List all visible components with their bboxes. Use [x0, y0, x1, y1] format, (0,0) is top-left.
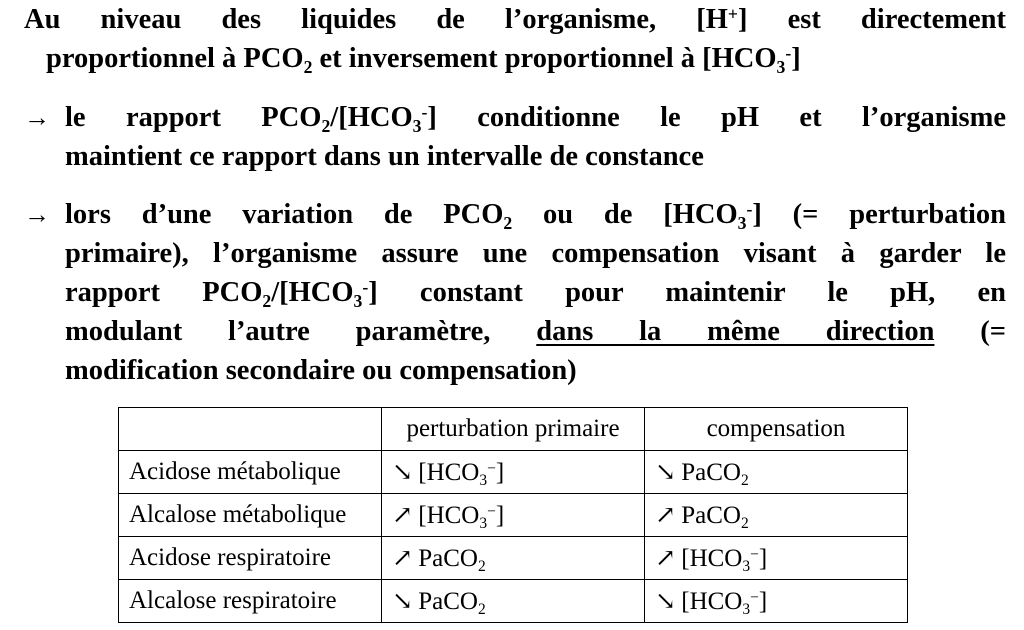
header-cell-perturbation: perturbation primaire [382, 408, 645, 451]
text-segment: et inversement proportionnel à [HCO [312, 43, 777, 74]
arrow-down-right-icon: ↘ [655, 459, 676, 486]
text-segment: ou de [HCO [512, 199, 738, 230]
superscript: - [421, 102, 428, 123]
underlined-emphasis: dans la même direction [536, 316, 935, 347]
subscript: 2 [262, 290, 272, 311]
arrow-down-right-icon: ↘ [655, 588, 676, 615]
compensation-cell [645, 451, 908, 494]
bullet1-line-2: maintient ce rapport dans un intervalle de constance [65, 141, 704, 172]
bullet2-line-1 [65, 195, 1006, 234]
text-segment: /[HCO [271, 277, 354, 308]
text-segment: ] conditionne le pH et l’organisme [427, 102, 1007, 133]
text-segment: PaCO [412, 545, 478, 572]
right-arrow-icon: → [24, 200, 50, 229]
subscript: 2 [477, 557, 486, 575]
condition-label: Acidose respiratoire [119, 537, 382, 580]
perturbation-cell [382, 451, 645, 494]
superscript: - [362, 277, 369, 298]
text-segment: ] [758, 588, 768, 615]
arrow-up-right-icon: ↗ [655, 502, 676, 529]
subscript: 3 [353, 290, 363, 311]
text-segment: [HCO [675, 545, 743, 572]
compensation-cell [645, 537, 908, 580]
text-segment: ] constant pour maintenir le pH, en [368, 277, 1006, 308]
bullet-paragraph-1 [65, 98, 1006, 176]
intro-paragraph [24, 0, 1006, 78]
text-segment: Au niveau des liquides de l’organisme, [H [24, 4, 728, 35]
table-row [119, 580, 908, 623]
arrow-up-right-icon: ↗ [392, 545, 413, 572]
superscript: − [487, 503, 496, 521]
subscript: 3 [742, 557, 751, 575]
subscript: 3 [479, 514, 488, 532]
bullet2-line-2: primaire), l’organisme assure une compensation visant à garder le [65, 238, 1006, 269]
bullet2-line-3 [65, 273, 1006, 312]
superscript: − [487, 460, 496, 478]
table-header-row [119, 408, 908, 451]
subscript: 3 [742, 600, 751, 618]
superscript: − [750, 546, 759, 564]
subscript: 3 [412, 115, 422, 136]
text-segment: rapport PCO [65, 277, 263, 308]
text-segment: PaCO [675, 459, 741, 486]
header-cell-empty [119, 408, 382, 451]
subscript: 2 [321, 115, 331, 136]
arrow-down-right-icon: ↘ [392, 459, 413, 486]
text-segment: PaCO [675, 502, 741, 529]
text-segment: le rapport PCO [65, 102, 322, 133]
header-cell-compensation: compensation [645, 408, 908, 451]
text-segment: ] (= perturbation [752, 199, 1006, 230]
perturbation-cell [382, 494, 645, 537]
subscript: 2 [503, 212, 513, 233]
intro-line-1 [24, 0, 1006, 39]
text-segment: ] est directement [737, 4, 1007, 35]
table-row [119, 494, 908, 537]
superscript: − [750, 589, 759, 607]
subscript: 2 [740, 514, 749, 532]
subscript: 2 [477, 600, 486, 618]
bullet2-line-4 [65, 312, 1006, 351]
condition-label: Alcalose métabolique [119, 494, 382, 537]
arrow-down-right-icon: ↘ [392, 588, 413, 615]
text-segment: ] [791, 43, 801, 74]
condition-label: Acidose métabolique [119, 451, 382, 494]
text-segment: ] [758, 545, 768, 572]
text-segment: proportionnel à PCO [46, 43, 304, 74]
bullet2-line-5: modification secondaire ou compensation) [65, 355, 577, 386]
compensation-cell [645, 580, 908, 623]
text-segment: [HCO [412, 502, 480, 529]
bullet1-line-1 [65, 98, 1006, 137]
text-segment: [HCO [412, 459, 480, 486]
table-row [119, 537, 908, 580]
subscript: 2 [740, 471, 749, 489]
text-segment: ] [495, 459, 505, 486]
compensation-cell [645, 494, 908, 537]
superscript: - [785, 43, 792, 64]
subscript: 3 [479, 471, 488, 489]
superscript: - [746, 199, 753, 220]
perturbation-cell [382, 580, 645, 623]
text-segment: [HCO [675, 588, 743, 615]
table-row [119, 451, 908, 494]
right-arrow-icon: → [24, 103, 50, 132]
bullet-paragraph-2 [65, 195, 1006, 390]
text-segment: /[HCO [330, 102, 413, 133]
arrow-up-right-icon: ↗ [655, 545, 676, 572]
text-segment: modulant l’autre paramètre, [65, 316, 537, 347]
condition-label: Alcalose respiratoire [119, 580, 382, 623]
intro-line-2 [24, 39, 1006, 78]
subscript: 3 [737, 212, 747, 233]
text-segment: lors d’une variation de PCO [65, 199, 504, 230]
arrow-up-right-icon: ↗ [392, 502, 413, 529]
text-segment: PaCO [412, 588, 478, 615]
perturbation-cell [382, 537, 645, 580]
subscript: 2 [303, 56, 313, 77]
text-segment: (= [934, 316, 1007, 347]
superscript: + [727, 4, 738, 25]
acid-base-table [118, 407, 908, 623]
subscript: 3 [776, 56, 786, 77]
text-segment: ] [495, 502, 505, 529]
